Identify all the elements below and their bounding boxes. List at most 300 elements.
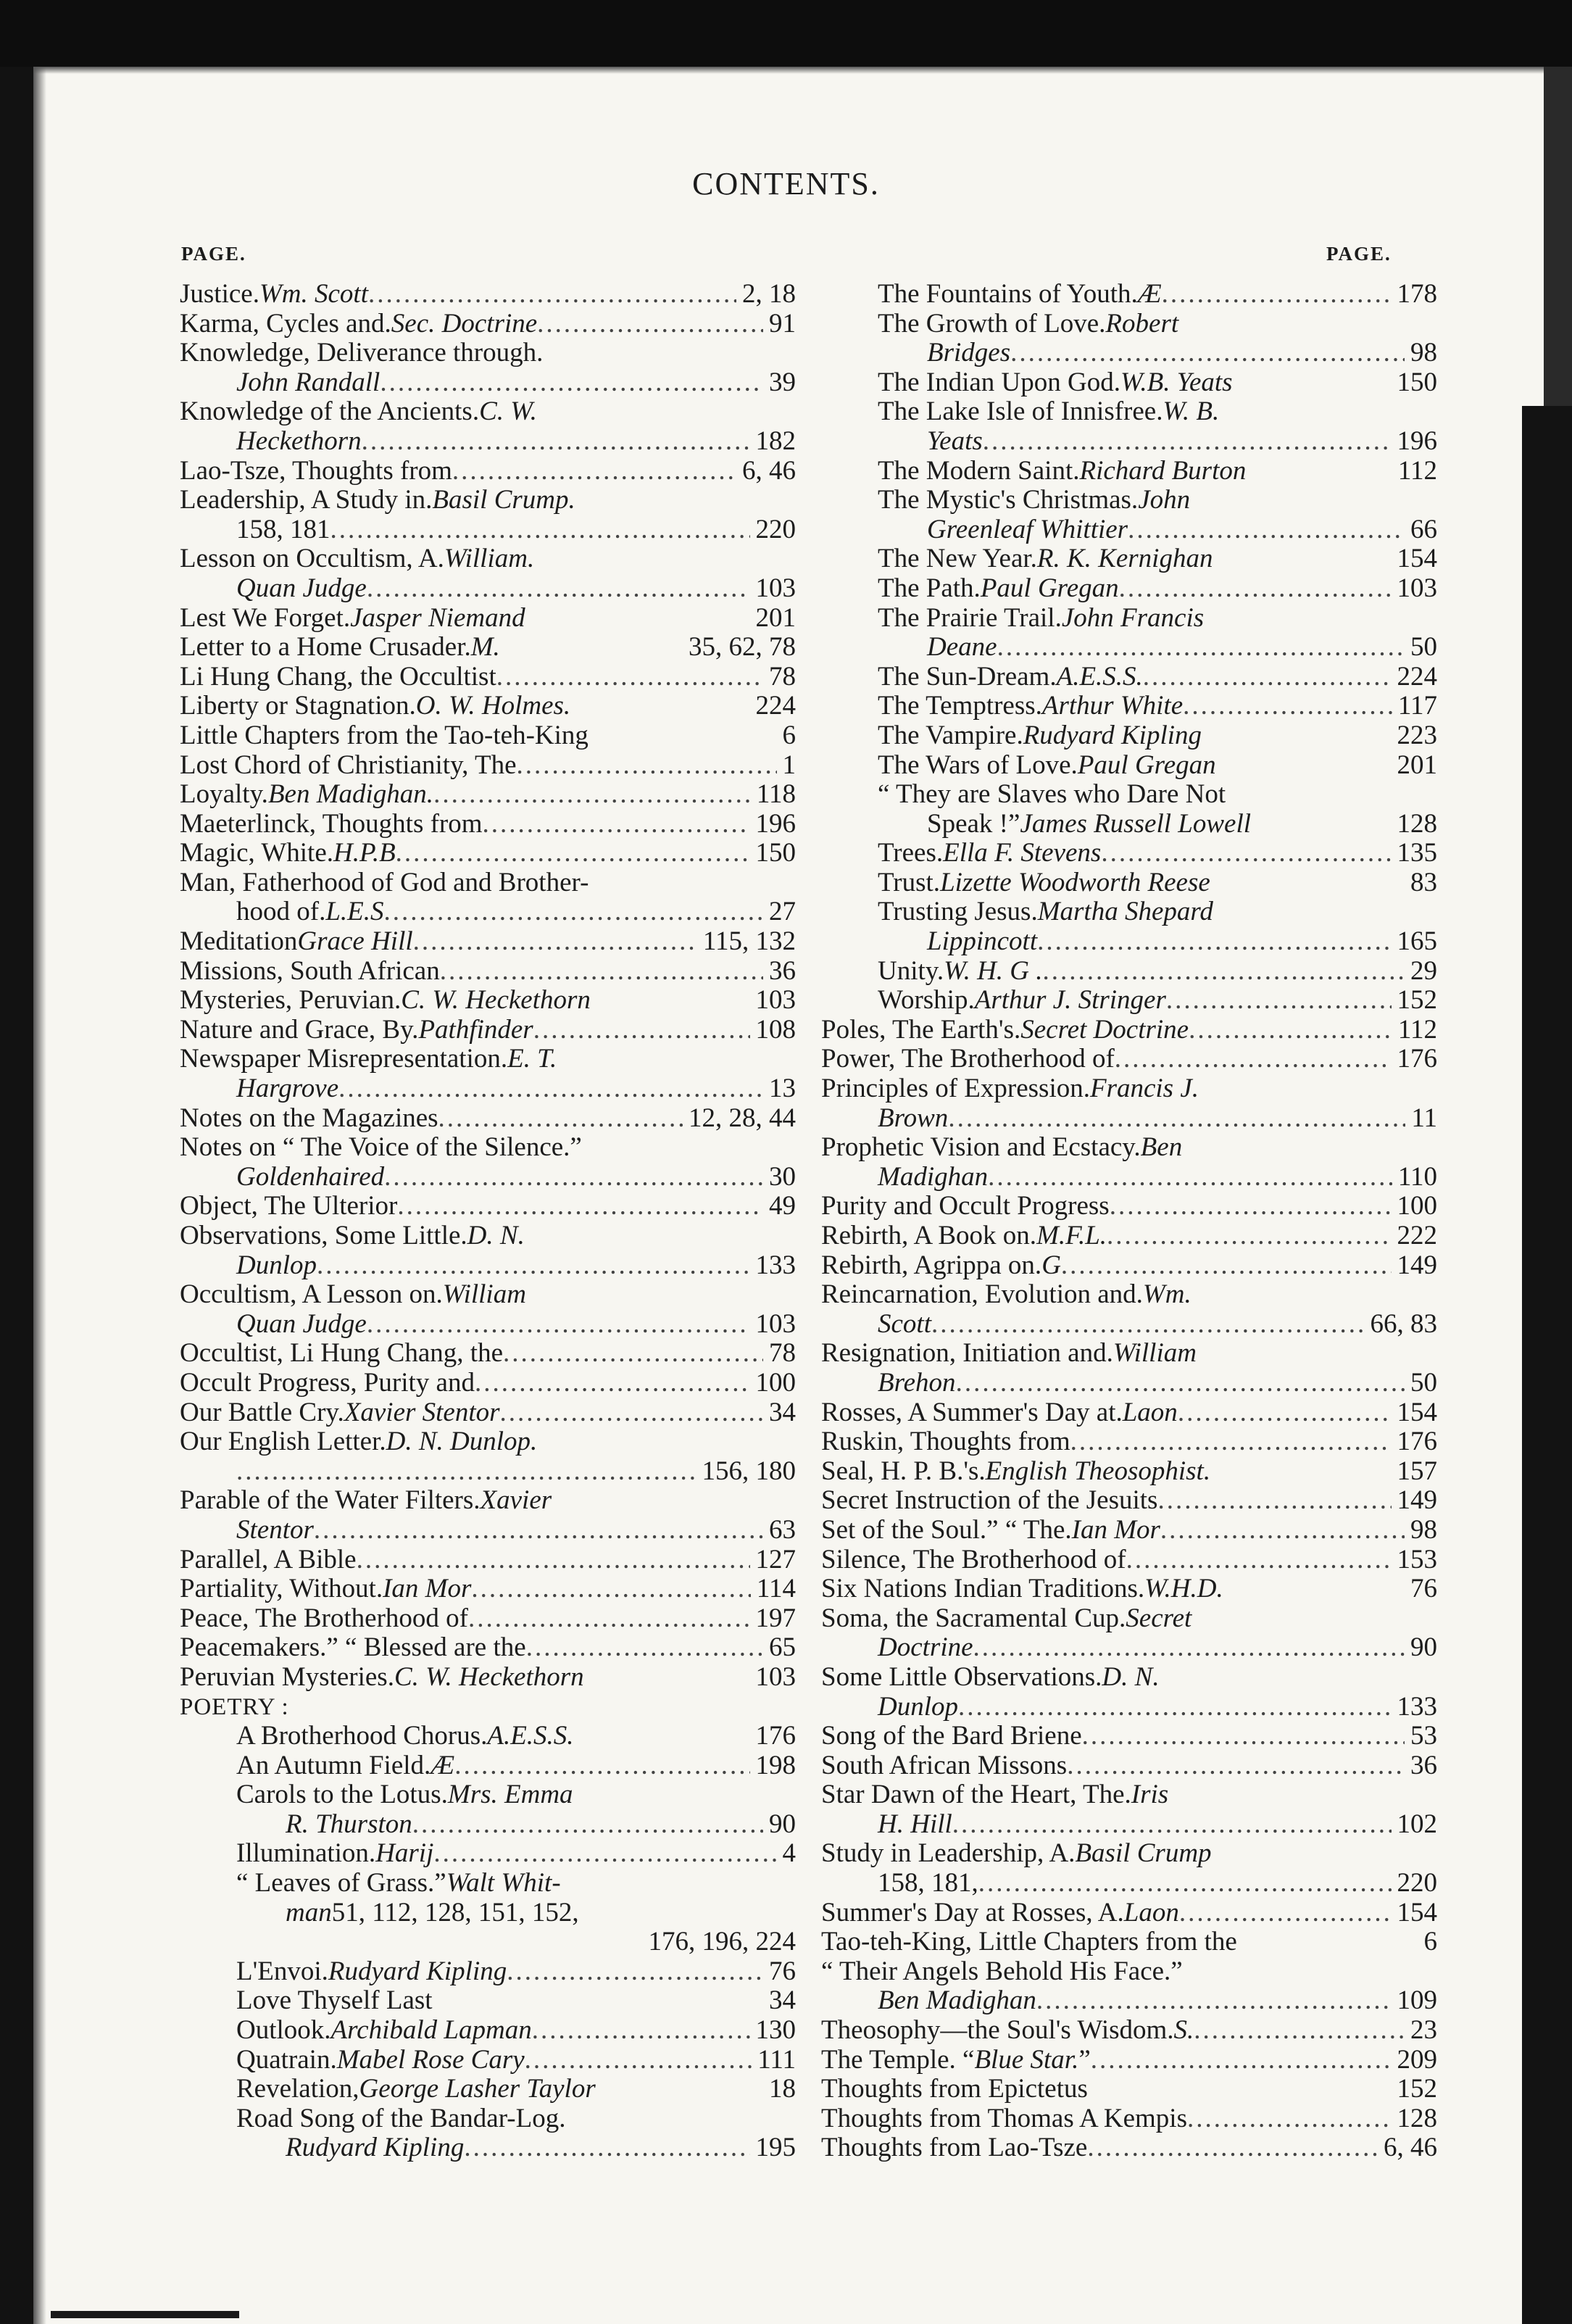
entry-title: Partiality, Without. [180, 1574, 383, 1604]
page-number: 98 [1410, 1514, 1437, 1545]
toc-entry [821, 1457, 1437, 1487]
entry-title: Mysteries, Peruvian. [180, 985, 402, 1016]
entry-title: Observations, Some Little. [180, 1221, 467, 1250]
entry-author: Laon [1123, 1897, 1179, 1927]
entry-author: Arthur White [1041, 691, 1184, 721]
entry-extra: 51, 112, 128, 151, 152, [331, 1897, 579, 1927]
page-number: 103 [755, 1308, 796, 1339]
entry-author: Blue Star. [974, 2044, 1079, 2075]
toc-line [180, 2133, 796, 2163]
toc-line [821, 1369, 1437, 1398]
leader-dots [1070, 1427, 1392, 1457]
toc-line [180, 1133, 796, 1163]
entry-author: Ian Mor [1071, 1514, 1160, 1545]
toc-entry [180, 1104, 796, 1134]
entry-author: D. N. [467, 1221, 525, 1250]
entry-author: E. T. [507, 1044, 557, 1074]
page-number: 1 [782, 750, 796, 780]
page-number: 165 [1397, 926, 1437, 957]
leader-dots [1128, 515, 1405, 545]
entry-title: Occultist, Li Hung Chang, the [180, 1338, 503, 1369]
page-edge-right-upper [1544, 67, 1572, 407]
entry-title: Thoughts from Lao-Tsze [821, 2133, 1088, 2163]
leader-dots [1178, 1398, 1392, 1428]
entry-title: Theosophy—the Soul's Wisdom. [821, 2015, 1174, 2046]
leader-dots [1067, 1751, 1405, 1781]
toc-line [180, 1780, 796, 1810]
page-number: 49 [769, 1191, 796, 1221]
toc-entry [821, 868, 1437, 898]
toc-line [821, 810, 1437, 839]
entry-author: Lizette Woodworth Reese [940, 867, 1210, 897]
entry-author: O. W. Holmes. [415, 691, 571, 721]
entry-title: Poles, The Earth's. [821, 1014, 1021, 1045]
toc-line [180, 1604, 796, 1634]
entry-title: Occultism, A Lesson on. [180, 1279, 443, 1310]
entry-title: “ Their Angels Behold His Face.” [821, 1956, 1183, 1986]
entry-author: Hargrove [236, 1074, 339, 1104]
page-number: 178 [1397, 279, 1437, 309]
toc-line [180, 1045, 796, 1074]
entry-author: Arthur J. Stringer [974, 985, 1166, 1016]
leader-dots [500, 1398, 763, 1428]
entry-author: Brown [878, 1103, 949, 1133]
toc-line [180, 1751, 796, 1781]
toc-entry [180, 780, 796, 810]
toc-entry [180, 839, 796, 868]
toc-line [821, 663, 1437, 692]
entry-author: W. H. G . [944, 955, 1043, 986]
toc-line [821, 339, 1437, 368]
toc-entry [180, 544, 796, 603]
page-number: 34 [769, 1985, 796, 2016]
page-number: 115, 132 [702, 926, 796, 957]
page-number: 201 [1397, 750, 1437, 780]
entry-author: C. W. Heckethorn [401, 985, 591, 1016]
toc-line [180, 1398, 796, 1428]
toc-entry [180, 486, 796, 544]
toc-entry [180, 310, 796, 339]
entry-author: Rudyard Kipling [286, 2133, 465, 2163]
toc-entry [821, 310, 1437, 368]
entry-author: Greenleaf Whittier [927, 514, 1128, 544]
entry-author: Ben [1140, 1132, 1183, 1163]
leader-dots [988, 1163, 1392, 1192]
contents-right-column [821, 280, 1437, 2163]
toc-line [821, 1457, 1437, 1487]
entry-title: Li Hung Chang, the Occultist [180, 661, 496, 692]
leader-dots [452, 457, 736, 486]
entry-author: H.P.B [333, 838, 396, 868]
page-number: 223 [1397, 720, 1437, 750]
toc-entry [180, 397, 796, 456]
page-number: 36 [769, 955, 796, 986]
entry-author: Ian Mor [383, 1574, 472, 1604]
toc-entry [180, 2046, 796, 2075]
entry-author: Bridges [927, 338, 1011, 368]
leader-dots [1107, 1221, 1391, 1251]
page-number: 103 [755, 985, 796, 1016]
toc-entry [180, 1016, 796, 1045]
entry-author: man [286, 1897, 332, 1927]
toc-entry [821, 1722, 1437, 1751]
page-number: 112 [1397, 1014, 1437, 1045]
toc-entry [821, 1898, 1437, 1928]
entry-title: Meditation [180, 926, 298, 957]
entry-title: Missions, South African [180, 955, 440, 986]
entry-title: Parallel, A Bible [180, 1544, 357, 1574]
page-number: 90 [1410, 1632, 1437, 1663]
leader-dots [952, 1810, 1392, 1840]
entry-title: Rebirth, A Book on. [821, 1221, 1037, 1250]
leader-dots [537, 310, 763, 339]
leader-dots [1194, 2016, 1405, 2046]
entry-author: M. [470, 632, 500, 663]
entry-title: L'Envoi. [236, 1956, 328, 1986]
toc-entry [180, 280, 796, 310]
toc-line [180, 544, 796, 574]
entry-title: Newspaper Misrepresentation. [180, 1044, 508, 1074]
page-number: 198 [755, 1750, 796, 1780]
toc-line [180, 986, 796, 1016]
entry-title: Our English Letter. [180, 1427, 386, 1457]
leader-dots [1087, 2133, 1378, 2163]
page-number: 195 [755, 2133, 796, 2163]
entry-author: Mabel Rose Cary [336, 2044, 525, 2075]
toc-entry [180, 751, 796, 781]
entry-title: Study in Leadership, A. [821, 1838, 1076, 1869]
leader-dots [357, 1545, 750, 1575]
entry-author: S. [1173, 2015, 1194, 2046]
toc-line [180, 1427, 796, 1457]
leader-dots [317, 1251, 750, 1281]
page-number: 12, 28, 44 [689, 1103, 796, 1133]
toc-line [821, 751, 1437, 781]
leader-dots [532, 2016, 750, 2046]
toc-line [821, 957, 1437, 987]
toc-line [180, 1839, 796, 1869]
toc-line [180, 1633, 796, 1663]
page-number: 27 [769, 897, 796, 927]
page-number: 18 [769, 2074, 796, 2104]
entry-author: Ben Madighan. [267, 779, 434, 810]
entry-title: Speak !” [927, 808, 1020, 839]
page-number: 78 [769, 661, 796, 692]
entry-title: Magic, White. [180, 838, 334, 868]
toc-line [180, 1192, 796, 1221]
toc-line [821, 633, 1437, 663]
toc-line [821, 1310, 1437, 1340]
toc-line [821, 1133, 1437, 1163]
entry-author: D. N. [1102, 1661, 1160, 1692]
entry-author: Yeats [927, 426, 983, 456]
entry-author: Walt Whit- [446, 1868, 561, 1898]
page-number: 39 [769, 367, 796, 397]
page-number: 118 [756, 779, 796, 810]
entry-author: Heckethorn [236, 426, 362, 456]
leader-dots [1091, 2046, 1392, 2075]
page-number: 222 [1397, 1221, 1437, 1250]
page-number: 90 [769, 1809, 796, 1839]
entry-title: 158, 181, [878, 1868, 978, 1898]
leader-dots [956, 1369, 1405, 1398]
entry-title: Revelation, [236, 2074, 359, 2104]
toc-line [180, 515, 796, 545]
entry-title: Reincarnation, Evolution and. [821, 1279, 1143, 1310]
entry-title: Peacemakers.” “ Blessed are the [180, 1632, 526, 1663]
entry-title: An Autumn Field. [236, 1750, 431, 1780]
leader-dots [931, 1310, 1365, 1340]
page-title: CONTENTS. [692, 166, 880, 202]
entry-title: Carols to the Lotus. [236, 1780, 448, 1810]
toc-entry [180, 1133, 796, 1192]
page-number: 53 [1410, 1721, 1437, 1751]
toc-entry [180, 1221, 796, 1280]
toc-line [821, 1192, 1437, 1221]
toc-entry [821, 1280, 1437, 1339]
entry-author: Lippincott [927, 926, 1038, 957]
page-number: 150 [755, 838, 796, 868]
entry-author: Æ [431, 1750, 455, 1780]
page-number: 149 [1397, 1250, 1437, 1280]
toc-line [180, 368, 796, 398]
leader-dots [1160, 1516, 1405, 1545]
leader-dots [433, 780, 751, 810]
entry-title: Liberty or Stagnation. [180, 691, 416, 721]
entry-title: Karma, Cycles and. [180, 308, 391, 339]
leader-dots [338, 1074, 763, 1104]
toc-line [821, 2133, 1437, 2163]
entry-title: Unity. [878, 955, 944, 986]
toc-line [180, 692, 796, 721]
toc-line [180, 1810, 796, 1840]
page-number: 176 [1397, 1427, 1437, 1457]
toc-entry [180, 721, 796, 751]
toc-line [821, 1221, 1437, 1251]
page-edge-top [0, 0, 1572, 67]
entry-author: John [1138, 485, 1191, 515]
toc-entry [821, 544, 1437, 574]
toc-entry [821, 2104, 1437, 2134]
page-number: 133 [1397, 1691, 1437, 1722]
entry-title: Power, The Brotherhood of [821, 1044, 1115, 1074]
entry-author: Ella F. Stevens [943, 838, 1102, 868]
page-number: 133 [755, 1250, 796, 1280]
toc-entry [821, 1398, 1437, 1428]
toc-line [180, 1869, 796, 1898]
entry-author: R. K. Kernighan [1036, 544, 1213, 574]
contents-left-column [180, 280, 796, 2163]
page-number: 100 [755, 1367, 796, 1398]
toc-entry [821, 692, 1437, 721]
leader-dots [397, 1192, 763, 1221]
toc-entry [821, 1192, 1437, 1221]
entry-author: Jasper Niemand [350, 602, 525, 633]
page-number: 224 [1397, 661, 1437, 692]
toc-entry [821, 1074, 1437, 1133]
toc-line [821, 1957, 1437, 1987]
page-number: 6, 46 [1384, 2133, 1437, 2163]
leader-dots [368, 280, 736, 310]
toc-line [180, 1722, 796, 1751]
entry-author: Mrs. Emma [447, 1780, 573, 1810]
page-number: 220 [1397, 1868, 1437, 1898]
entry-author: Quan Judge [236, 1308, 367, 1339]
page-binding-shadow [33, 67, 46, 2324]
page-number: 182 [755, 426, 796, 456]
leader-dots [440, 957, 763, 987]
leader-dots [330, 515, 750, 545]
toc-line [180, 1280, 796, 1310]
entry-author: Brehon [878, 1367, 956, 1398]
entry-author: Stentor [236, 1514, 314, 1545]
page-number: 154 [1397, 1397, 1437, 1427]
entry-title: Six Nations Indian Traditions. [821, 1574, 1145, 1604]
entry-author: James Russell Lowell [1020, 808, 1252, 839]
leader-dots [1036, 1986, 1392, 2016]
toc-line [821, 868, 1437, 898]
toc-line [180, 663, 796, 692]
toc-entry [180, 927, 796, 957]
entry-author: English Theosophist. [985, 1456, 1211, 1486]
toc-line [180, 927, 796, 957]
toc-line [180, 897, 796, 927]
leader-dots [362, 427, 750, 457]
entry-title: Object, The Ulterior [180, 1191, 398, 1221]
page-number: 153 [1397, 1544, 1437, 1574]
toc-entry [180, 1192, 796, 1221]
entry-author: Rudyard Kipling [328, 1956, 507, 1986]
toc-entry [821, 457, 1437, 486]
toc-line [180, 2046, 796, 2075]
toc-entry [821, 1957, 1437, 2016]
toc-line [821, 1427, 1437, 1457]
leader-dots [1082, 1722, 1405, 1751]
page-number: 220 [755, 514, 796, 544]
entry-author: A.E.S.S. [487, 1721, 574, 1751]
toc-entry [180, 2075, 796, 2104]
leader-dots [973, 1633, 1405, 1663]
entry-author: W. B. [1163, 397, 1220, 427]
toc-entry [821, 2133, 1437, 2163]
toc-entry [180, 1280, 796, 1339]
entry-author: Quan Judge [236, 573, 367, 603]
leader-dots [1166, 986, 1392, 1016]
page-number: 150 [1397, 367, 1437, 397]
entry-author: Archibald Lapman [330, 2015, 532, 2046]
entry-author: Sec. Doctrine [391, 308, 538, 339]
entry-title: Resignation, Initiation and. [821, 1338, 1113, 1369]
toc-entry [180, 868, 796, 927]
toc-entry [180, 1633, 796, 1663]
page-edge-right [1522, 406, 1572, 2324]
entry-author: Xavier [480, 1485, 552, 1516]
toc-line [180, 486, 796, 515]
entry-title: Peace, The Brotherhood of [180, 1603, 468, 1633]
toc-line [180, 1457, 796, 1487]
entry-title: Outlook. [236, 2015, 331, 2046]
toc-line [821, 721, 1437, 751]
page-number: 13 [769, 1074, 796, 1104]
page-number: 196 [1397, 426, 1437, 456]
entry-title: The Prairie Trail. [878, 602, 1062, 633]
page-number: 197 [755, 1603, 796, 1633]
leader-dots [1010, 339, 1405, 368]
toc-entry [180, 1545, 796, 1575]
entry-author: C. W. [479, 397, 537, 427]
page-number: 23 [1410, 2015, 1437, 2046]
leader-dots [958, 1693, 1392, 1722]
toc-line [180, 2016, 796, 2046]
entry-title: The Temptress. [878, 691, 1042, 721]
page-number: 83 [1410, 867, 1437, 897]
page-number: 112 [1397, 455, 1437, 486]
toc-entry [821, 1574, 1437, 1604]
toc-line [180, 839, 796, 868]
page-number: 128 [1397, 808, 1437, 839]
entry-title: Lao-Tsze, Thoughts from [180, 455, 452, 486]
toc-line [821, 574, 1437, 604]
entry-title: The New Year. [878, 544, 1037, 574]
toc-line [821, 310, 1437, 339]
entry-author: D. N. Dunlop. [386, 1427, 538, 1457]
page-number: 100 [1397, 1191, 1437, 1221]
entry-author: Wm. Scott [259, 279, 368, 309]
entry-title: The Vampire. [878, 720, 1023, 750]
toc-entry [821, 486, 1437, 544]
entry-author: A.E.S.S. [1056, 661, 1143, 692]
leader-dots [367, 574, 750, 604]
page-number: 176, 196, 224 [648, 1927, 796, 1957]
toc-line [821, 1663, 1437, 1693]
toc-line [821, 1722, 1437, 1751]
page-number: 109 [1397, 1985, 1437, 2016]
page-number: 50 [1410, 1367, 1437, 1398]
toc-line [821, 1927, 1437, 1957]
toc-line [821, 780, 1437, 810]
toc-line [180, 1898, 796, 1928]
entry-author: John Randall [236, 367, 380, 397]
entry-title: Notes on the Magazines [180, 1103, 438, 1133]
entry-author: Wm. [1142, 1279, 1192, 1310]
toc-entry [821, 1545, 1437, 1575]
page-number: 6 [1423, 1927, 1437, 1957]
entry-title: The Sun-Dream. [878, 661, 1057, 692]
page-number: 66, 83 [1370, 1308, 1437, 1339]
leader-dots [533, 1016, 750, 1045]
toc-entry [180, 692, 796, 721]
toc-entry [821, 397, 1437, 456]
toc-entry [180, 339, 796, 397]
toc-line [821, 1339, 1437, 1369]
leader-dots [1101, 839, 1391, 868]
page-number: 76 [1410, 1574, 1437, 1604]
page-number: 4 [782, 1838, 796, 1869]
entry-author: Xavier Stentor [344, 1397, 500, 1427]
entry-author: Æ [1137, 279, 1162, 309]
entry-title: The Lake Isle of Innisfree. [878, 397, 1163, 427]
entry-title: Little Chapters from the Tao-teh-King [180, 720, 589, 750]
leader-dots [468, 1604, 750, 1634]
toc-line [180, 1927, 796, 1957]
toc-entry [180, 1869, 796, 1957]
entry-author: Harij [375, 1838, 434, 1869]
entry-title: Set of the Soul.” “ The. [821, 1514, 1072, 1545]
entry-title: The Mystic's Christmas. [878, 485, 1139, 515]
page-number: 157 [1397, 1456, 1437, 1486]
toc-entry [180, 604, 796, 634]
page-number: 30 [769, 1161, 796, 1192]
